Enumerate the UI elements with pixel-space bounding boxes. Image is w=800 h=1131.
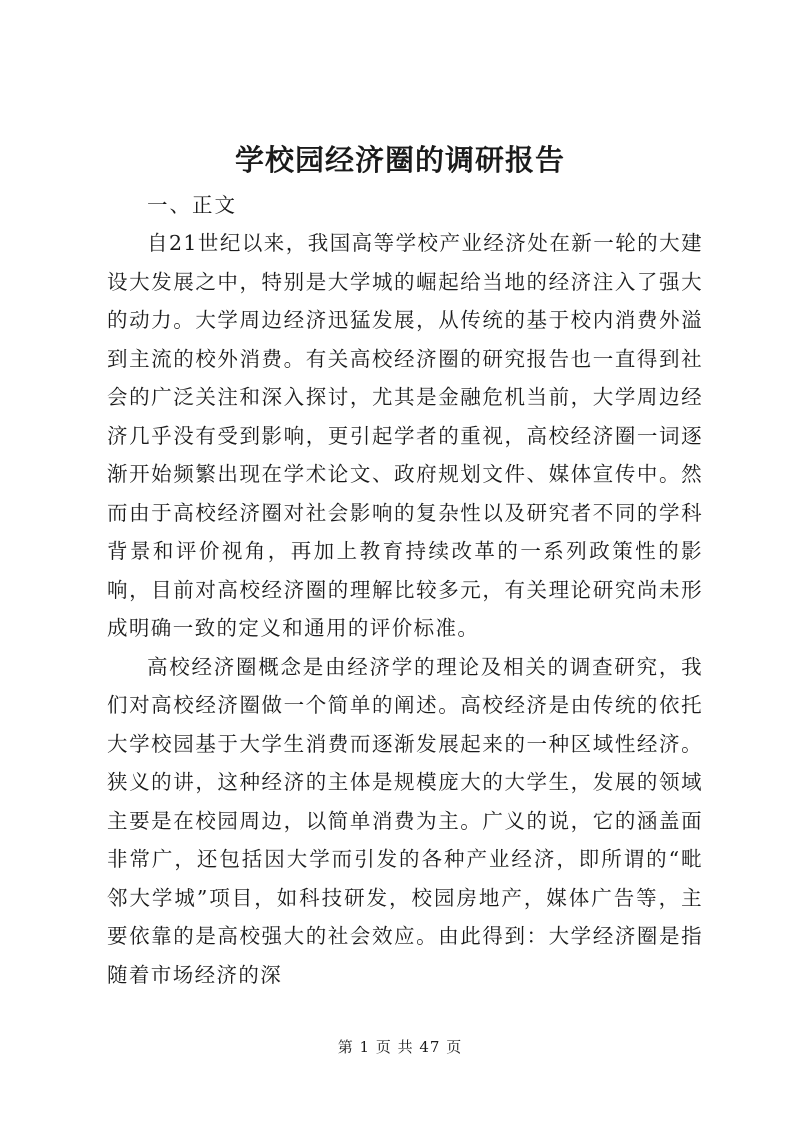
page-footer: 第 1 页 共 47 页	[337, 1038, 463, 1056]
document-body	[107, 186, 703, 994]
paragraph-2: 高校经济圈概念是由经济学的理论及相关的调查研究，我们对高校经济圈做一个简单的阐述。高校经济是由传统的依托大学校园基于大学生消费而逐渐发展起来的一种区域性经济。狭义的讲，这种经济的主体是规模庞大的大学生，发展的领域主要是在校园周边，以简单消费为主。广义的说，它的涵盖面非常广，还包括因大学而引发的各种产业经济，即所谓的“毗邻大学城”项目，如科技研发，校园房地产，媒体广告等，主要依靠的是高校强大的社会效应。由此得到：大学经济圈是指随着市场经济的深	[107, 654, 703, 987]
section-heading: 一、正文	[147, 193, 237, 217]
document-title: 学校园经济圈的调研报告	[234, 143, 565, 177]
paragraph-1: 自21世纪以来，我国高等学校产业经济处在新一轮的大建设大发展之中，特别是大学城的崛起给当地的经济注入了强大的动力。大学周边经济迅猛发展，从传统的基于校内消费外溢到主流的校外消费。有关高校经济圈的研究报告也一直得到社会的广泛关注和深入探讨，尤其是金融危机当前，大学周边经济几乎没有受到影响，更引起学者的重视，高校经济圈一词逐渐开始频繁出现在学术论文、政府规划文件、媒体宣传中。然而由于高校经济圈对社会影响的复杂性以及研究者不同的学科背景和评价视角，再加上教育持续改革的一系列政策性的影响，目前对高校经济圈的理解比较多元，有关理论研究尚未形成明确一致的定义和通用的评价标准。	[107, 231, 703, 640]
